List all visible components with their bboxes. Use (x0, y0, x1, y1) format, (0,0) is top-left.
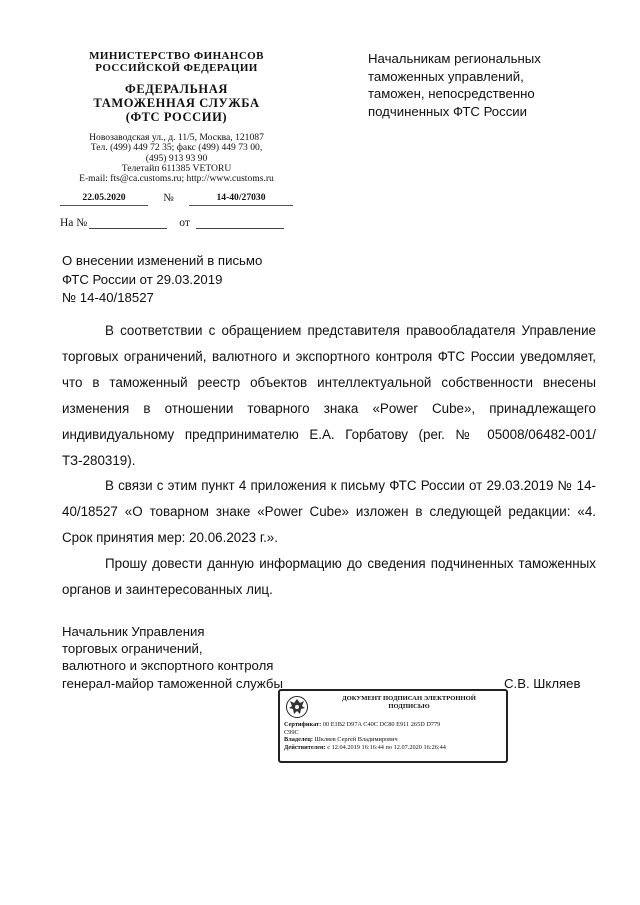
address-line-4: Телетайп 611385 VETORU (121, 162, 232, 174)
reference-date-blank (196, 216, 284, 229)
electronic-signature-stamp (278, 689, 508, 763)
signer-title-line-1: Начальник Управления (62, 624, 205, 639)
signer-title-line-4: генерал-майор таможенной службы (62, 675, 283, 691)
certificate-row (284, 721, 506, 729)
address-line-1: Новозаводская ул., д. 11/5, Москва, 121087 (89, 132, 264, 143)
signer-title (62, 623, 322, 692)
ministry-name-line-1: МИНИСТЕРСТВО ФИНАНСОВ (89, 50, 264, 62)
addressee (368, 50, 600, 120)
certificate-value: 00 E1B2 D97A C40C DC80 E911 265D D779 (322, 721, 441, 728)
stamp-title-line-1: ДОКУМЕНТ ПОДПИСАН ЭЛЕКТРОННОЙ (342, 695, 476, 702)
address-line-5: E-mail: fts@ca.customs.ru; http://www.customs.ru (79, 173, 274, 185)
certificate-value-continued: C99C (284, 728, 299, 736)
letter-body (62, 318, 596, 603)
stamp-title (314, 695, 504, 711)
number-sign: № (163, 192, 174, 205)
agency-name-line-1: ФЕДЕРАЛЬНАЯ (124, 82, 229, 96)
subject-line-1: О внесении изменений в письмо (62, 253, 263, 268)
signer-name: С.В. Шкляев (504, 676, 581, 691)
stamp-title-line-2: ПОДПИСЬЮ (388, 703, 430, 710)
address-line-3: (495) 913 93 90 (145, 152, 208, 164)
agency-name-line-3: (ФТС РОССИИ) (125, 110, 228, 124)
body-paragraph-3: Прошу довести данную информацию до сведения подчиненных таможенных органов и заинтересованных лиц. (62, 556, 596, 598)
validity-label: Действителен: (284, 743, 326, 751)
owner-value: Шкляев Сергей Владимирович (314, 736, 398, 743)
addressee-line-4: подчиненных ФТС России (368, 103, 528, 119)
body-paragraph-1: В соответствии с обращением представителя правообладателя Управление торговых ограничений, валютного и экспортного контроля ФТС России уведомляет, что в таможенный реестр объектов интеллектуальной собственности внесены изменения в отношении товарного знака «Power Cube», принадлежащего индивидуальному предпринимателю Е.А. Горбатову (рег. № 05008/06482-001/ ТЗ-280319). (62, 323, 596, 468)
reference-number-blank (89, 216, 167, 229)
signer-title-line-2: торговых ограничений, (62, 641, 203, 657)
validity-row (284, 744, 506, 752)
addressee-line-2: таможенных управлений, (368, 68, 524, 84)
stamp-details (284, 721, 506, 751)
eagle-emblem-icon (285, 695, 309, 719)
reference-from-label: от (179, 217, 190, 230)
agency-name-line-2: ТАМОЖЕННАЯ СЛУЖБА (93, 96, 260, 110)
ministry-name-line-2: РОССИЙСКОЙ ФЕДЕРАЦИИ (95, 62, 258, 74)
subject-line-3: № 14-40/18527 (62, 290, 154, 305)
reference-number-label: На № (60, 217, 88, 230)
address-line-2: Тел. (499) 449 72 35; факс (499) 449 73 00, (90, 142, 263, 154)
agency-contacts (60, 133, 293, 184)
registration-row (60, 192, 293, 206)
certificate-label: Сертификат: (284, 721, 322, 728)
document-number: 14-40/27030 (189, 192, 293, 206)
document-date: 22.05.2020 (60, 192, 148, 206)
owner-label: Владелец: (284, 736, 313, 743)
addressee-line-1: Начальникам региональных (368, 51, 541, 66)
validity-value: с 12.04.2019 16:16:44 по 12.07.2020 16:26:44 (327, 743, 446, 751)
letter-subject (62, 252, 322, 308)
agency-name (60, 82, 293, 124)
reference-row (60, 216, 293, 229)
owner-row (284, 736, 506, 744)
addressee-line-3: таможен, непосредственно (368, 86, 535, 101)
subject-line-2: ФТС России от 29.03.2019 (62, 271, 223, 287)
body-paragraph-2: В связи с этим пункт 4 приложения к письму ФТС России от 29.03.2019 № 14-40/18527 «О товарном знаке «Power Cube» изложен в следующей редакции: «4. Срок принятия мер: 20.06.2023 г.». (62, 478, 596, 546)
letterhead (60, 50, 293, 229)
signer-title-line-3: валютного и экспортного контроля (62, 658, 274, 674)
